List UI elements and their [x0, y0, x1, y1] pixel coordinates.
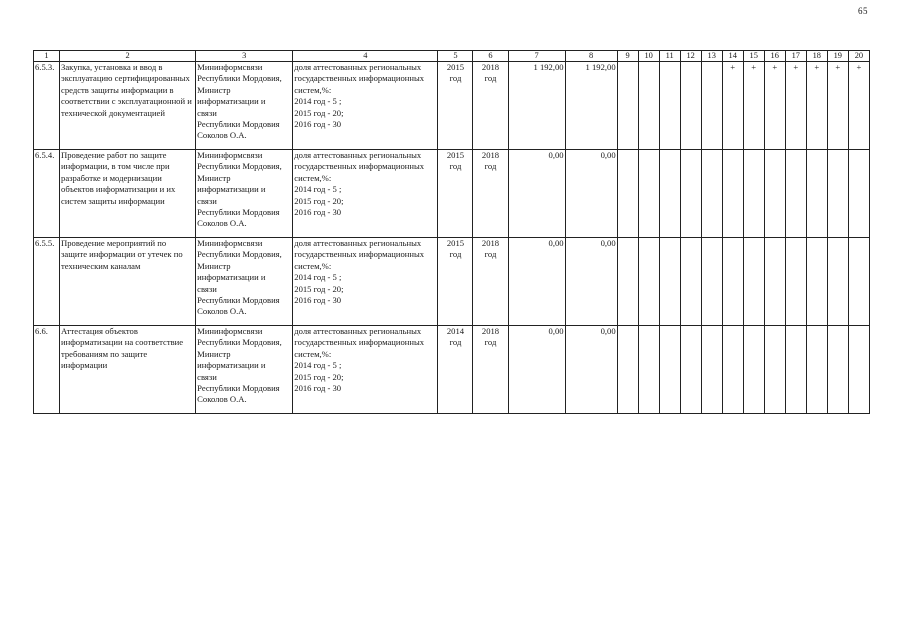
- page-number: 65: [858, 6, 868, 16]
- period-mark-col-11: [659, 150, 680, 238]
- start-year: [438, 238, 473, 326]
- responsible-line: связи: [197, 107, 217, 118]
- responsible-line: информатизации и: [197, 96, 266, 107]
- start-year-line: 2015: [446, 150, 465, 160]
- column-header-8: 8: [565, 51, 617, 62]
- responsible-line: Мининформсвязи: [197, 238, 263, 248]
- period-mark-col-9: [617, 62, 638, 150]
- period-mark-col-12: [680, 238, 701, 326]
- period-mark-col-14: [722, 326, 743, 414]
- responsible-line: Республики Мордовия,: [197, 73, 282, 84]
- table-row: [34, 150, 870, 238]
- period-mark-col-12: [680, 62, 701, 150]
- indicator-line: 2014 год - 5 ;: [294, 360, 342, 371]
- item-number: 6.5.5.: [34, 238, 60, 326]
- period-mark-col-20: +: [848, 62, 869, 150]
- column-header-19: 19: [827, 51, 848, 62]
- period-mark-col-19: +: [827, 62, 848, 150]
- responsible-executor: [196, 326, 293, 414]
- responsible-line: Министр: [197, 260, 231, 271]
- target-indicator: [293, 150, 438, 238]
- column-header-17: 17: [785, 51, 806, 62]
- item-number: 6.6.: [34, 326, 60, 414]
- period-mark-col-13: [701, 150, 722, 238]
- indicator-line: государственных информационных: [294, 161, 425, 172]
- responsible-line: Республики Мордовия: [197, 295, 280, 306]
- period-mark-col-16: [764, 326, 785, 414]
- period-mark-col-16: [764, 238, 785, 326]
- period-mark-col-20: [848, 238, 869, 326]
- end-year-line: 2018: [481, 150, 500, 160]
- period-mark-col-16: +: [764, 62, 785, 150]
- responsible-line: Министр: [197, 348, 231, 359]
- period-mark-col-12: [680, 150, 701, 238]
- item-number: 6.5.4.: [34, 150, 60, 238]
- period-mark-col-19: [827, 150, 848, 238]
- period-mark-col-13: [701, 238, 722, 326]
- item-name: Закупка, установка и ввод в эксплуатацию сертифицированных средств защиты информации в соответствии с эксплуатационной и технической документацией: [60, 62, 196, 150]
- funding-budget: 0,00: [565, 326, 617, 414]
- item-name: Проведение работ по защите информации, в том числе при разработке и модернизации объектов информатизации и их систем защиты информации: [60, 150, 196, 238]
- responsible-line: Мининформсвязи: [197, 62, 263, 72]
- plan-table: [33, 50, 870, 414]
- end-year: [473, 326, 508, 414]
- indicator-line: 2015 год - 20;: [294, 283, 344, 294]
- indicator-line: 2014 год - 5 ;: [294, 272, 342, 283]
- header-row: [34, 51, 870, 62]
- indicator-line: доля аттестованных региональных: [294, 150, 422, 160]
- target-indicator: [293, 326, 438, 414]
- indicator-line: государственных информационных: [294, 73, 425, 84]
- period-mark-col-10: [638, 62, 659, 150]
- period-mark-col-11: [659, 62, 680, 150]
- column-header-11: 11: [659, 51, 680, 62]
- responsible-line: Соколов О.А.: [197, 218, 247, 229]
- period-mark-col-18: [806, 326, 827, 414]
- responsible-line: Соколов О.А.: [197, 130, 247, 141]
- indicator-line: 2015 год - 20;: [294, 371, 344, 382]
- start-year-line: год: [449, 249, 462, 260]
- responsible-line: связи: [197, 371, 217, 382]
- period-mark-col-14: [722, 150, 743, 238]
- indicator-line: систем,%:: [294, 260, 332, 271]
- period-mark-col-20: [848, 150, 869, 238]
- responsible-line: связи: [197, 195, 217, 206]
- item-name: Проведение мероприятий по защите информации от утечек по техническим каналам: [60, 238, 196, 326]
- column-header-18: 18: [806, 51, 827, 62]
- period-mark-col-9: [617, 326, 638, 414]
- responsible-line: Республики Мордовия: [197, 383, 280, 394]
- column-header-5: 5: [438, 51, 473, 62]
- funding-total: 0,00: [508, 238, 565, 326]
- start-year-line: 2015: [446, 62, 465, 72]
- start-year-line: 2014: [446, 326, 465, 336]
- end-year: [473, 238, 508, 326]
- column-header-10: 10: [638, 51, 659, 62]
- column-header-6: 6: [473, 51, 508, 62]
- indicator-line: систем,%:: [294, 348, 332, 359]
- column-header-3: 3: [196, 51, 293, 62]
- period-mark-col-19: [827, 238, 848, 326]
- responsible-line: информатизации и: [197, 184, 266, 195]
- period-mark-col-16: [764, 150, 785, 238]
- end-year-line: год: [484, 73, 497, 84]
- period-mark-col-15: [743, 238, 764, 326]
- indicator-line: доля аттестованных региональных: [294, 238, 422, 248]
- indicator-line: государственных информационных: [294, 249, 425, 260]
- responsible-executor: [196, 238, 293, 326]
- column-header-15: 15: [743, 51, 764, 62]
- period-mark-col-14: [722, 238, 743, 326]
- period-mark-col-15: [743, 150, 764, 238]
- period-mark-col-15: +: [743, 62, 764, 150]
- responsible-line: Министр: [197, 84, 231, 95]
- period-mark-col-11: [659, 326, 680, 414]
- funding-budget: 1 192,00: [565, 62, 617, 150]
- responsible-line: Соколов О.А.: [197, 394, 247, 405]
- period-mark-col-10: [638, 238, 659, 326]
- indicator-line: систем,%:: [294, 172, 332, 183]
- indicator-line: 2016 год - 30: [294, 119, 342, 130]
- column-header-9: 9: [617, 51, 638, 62]
- period-mark-col-13: [701, 62, 722, 150]
- start-year: [438, 62, 473, 150]
- column-header-7: 7: [508, 51, 565, 62]
- column-header-13: 13: [701, 51, 722, 62]
- end-year: [473, 150, 508, 238]
- indicator-line: доля аттестованных региональных: [294, 62, 422, 72]
- period-mark-col-20: [848, 326, 869, 414]
- indicator-line: систем,%:: [294, 84, 332, 95]
- funding-budget: 0,00: [565, 238, 617, 326]
- responsible-line: Мининформсвязи: [197, 150, 263, 160]
- period-mark-col-18: +: [806, 62, 827, 150]
- period-mark-col-19: [827, 326, 848, 414]
- indicator-line: доля аттестованных региональных: [294, 326, 422, 336]
- responsible-line: Соколов О.А.: [197, 306, 247, 317]
- responsible-line: Республики Мордовия,: [197, 161, 282, 172]
- period-mark-col-17: [785, 150, 806, 238]
- table-row: [34, 326, 870, 414]
- responsible-line: связи: [197, 283, 217, 294]
- end-year-line: 2018: [481, 238, 500, 248]
- end-year-line: 2018: [481, 326, 500, 336]
- period-mark-col-17: [785, 238, 806, 326]
- table-row: [34, 62, 870, 150]
- period-mark-col-17: [785, 326, 806, 414]
- column-header-14: 14: [722, 51, 743, 62]
- funding-total: 0,00: [508, 150, 565, 238]
- responsible-executor: [196, 62, 293, 150]
- period-mark-col-17: +: [785, 62, 806, 150]
- indicator-line: 2014 год - 5 ;: [294, 96, 342, 107]
- column-header-20: 20: [848, 51, 869, 62]
- period-mark-col-10: [638, 326, 659, 414]
- column-header-4: 4: [293, 51, 438, 62]
- responsible-line: информатизации и: [197, 272, 266, 283]
- period-mark-col-10: [638, 150, 659, 238]
- responsible-line: Республики Мордовия: [197, 207, 280, 218]
- column-header-2: 2: [60, 51, 196, 62]
- funding-total: 0,00: [508, 326, 565, 414]
- indicator-line: 2016 год - 30: [294, 295, 342, 306]
- column-header-12: 12: [680, 51, 701, 62]
- table-row: [34, 238, 870, 326]
- start-year-line: год: [449, 337, 462, 348]
- column-header-16: 16: [764, 51, 785, 62]
- column-header-1: 1: [34, 51, 60, 62]
- indicator-line: 2015 год - 20;: [294, 107, 344, 118]
- responsible-line: Республики Мордовия,: [197, 249, 282, 260]
- target-indicator: [293, 238, 438, 326]
- indicator-line: 2016 год - 30: [294, 383, 342, 394]
- period-mark-col-18: [806, 238, 827, 326]
- responsible-line: Республики Мордовия,: [197, 337, 282, 348]
- indicator-line: государственных информационных: [294, 337, 425, 348]
- item-name: Аттестация объектов информатизации на соответствие требованиям по защите информации: [60, 326, 196, 414]
- responsible-executor: [196, 150, 293, 238]
- responsible-line: Министр: [197, 172, 231, 183]
- start-year: [438, 150, 473, 238]
- funding-budget: 0,00: [565, 150, 617, 238]
- period-mark-col-9: [617, 150, 638, 238]
- start-year-line: 2015: [446, 238, 465, 248]
- period-mark-col-18: [806, 150, 827, 238]
- period-mark-col-11: [659, 238, 680, 326]
- end-year-line: год: [484, 337, 497, 348]
- period-mark-col-9: [617, 238, 638, 326]
- start-year-line: год: [449, 73, 462, 84]
- responsible-line: информатизации и: [197, 360, 266, 371]
- item-number: 6.5.3.: [34, 62, 60, 150]
- target-indicator: [293, 62, 438, 150]
- end-year-line: год: [484, 249, 497, 260]
- end-year: [473, 62, 508, 150]
- indicator-line: 2014 год - 5 ;: [294, 184, 342, 195]
- start-year-line: год: [449, 161, 462, 172]
- end-year-line: 2018: [481, 62, 500, 72]
- period-mark-col-13: [701, 326, 722, 414]
- end-year-line: год: [484, 161, 497, 172]
- responsible-line: Мининформсвязи: [197, 326, 263, 336]
- period-mark-col-15: [743, 326, 764, 414]
- indicator-line: 2015 год - 20;: [294, 195, 344, 206]
- start-year: [438, 326, 473, 414]
- responsible-line: Республики Мордовия: [197, 119, 280, 130]
- period-mark-col-14: +: [722, 62, 743, 150]
- indicator-line: 2016 год - 30: [294, 207, 342, 218]
- period-mark-col-12: [680, 326, 701, 414]
- funding-total: 1 192,00: [508, 62, 565, 150]
